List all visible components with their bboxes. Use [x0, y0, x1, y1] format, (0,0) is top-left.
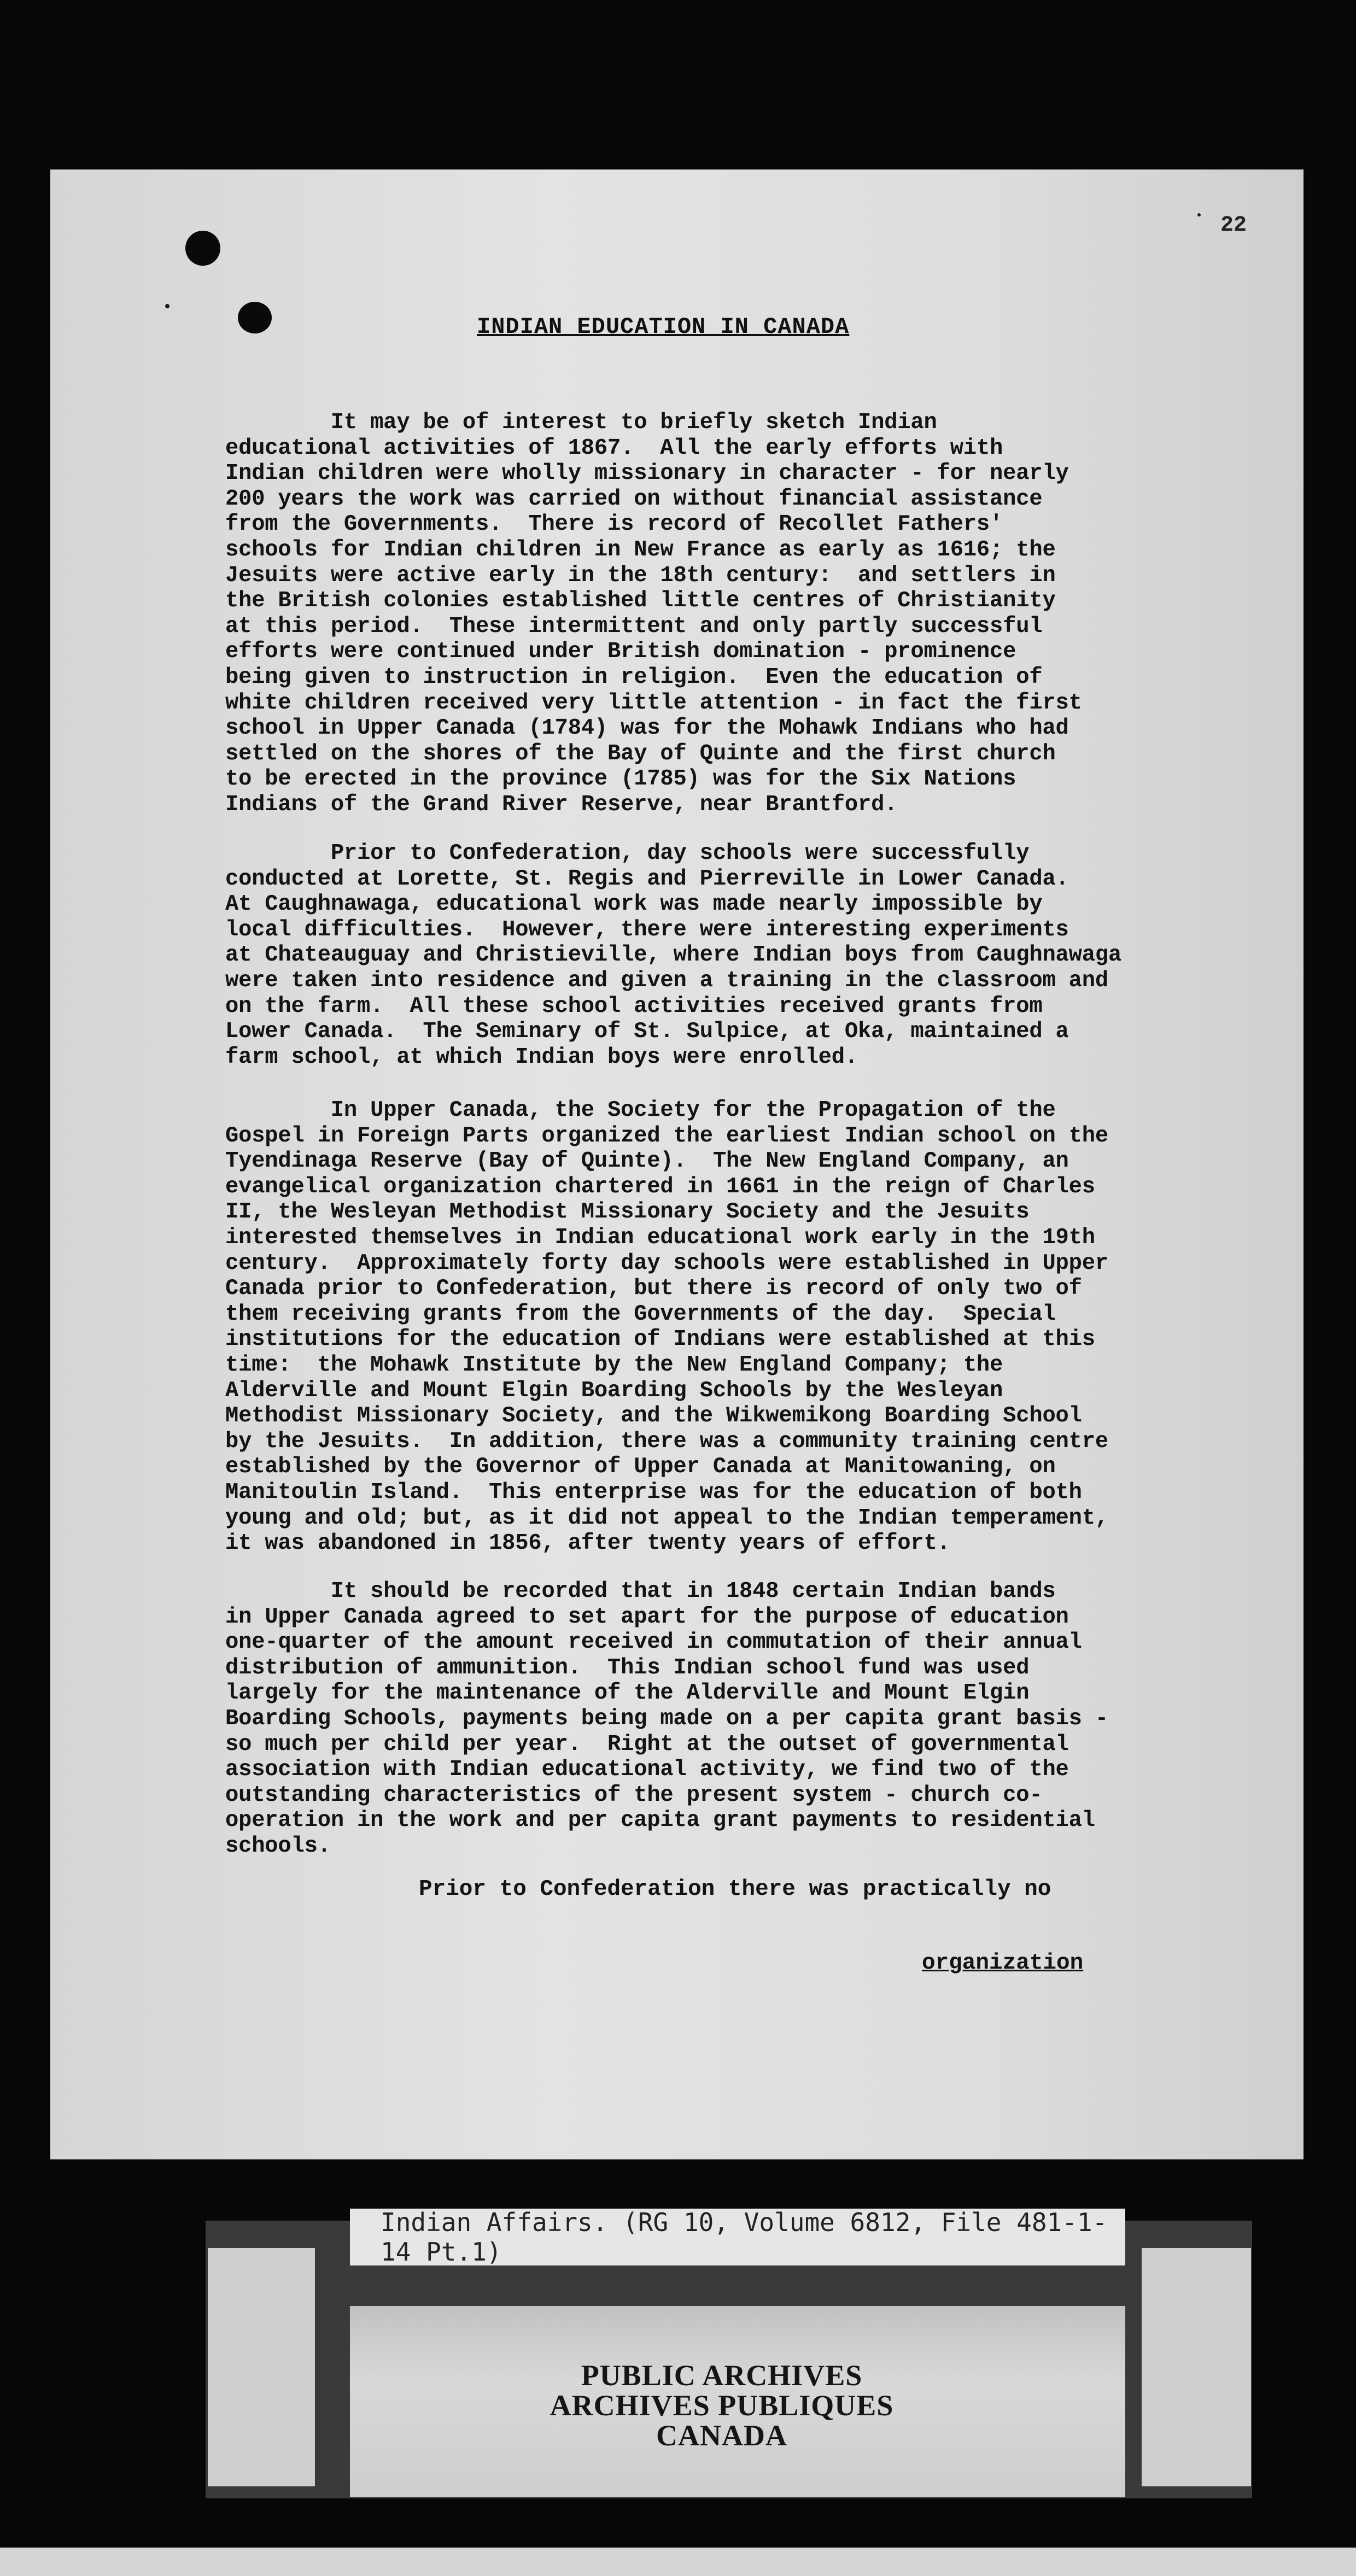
page-number: 22	[1220, 213, 1247, 238]
archive-card-left	[208, 2248, 315, 2486]
stamp-line-3: CANADA	[656, 2419, 787, 2452]
punch-hole	[238, 302, 272, 333]
closing-line: Prior to Confederation there was practically no	[419, 1877, 1051, 1902]
paragraph-2: Prior to Confederation, day schools were successfully conducted at Lorette, St. Regis and Pierreville in Lower Canada. At Caughnawaga, educational work was made nearly impossible by local difficulties. However, there were interesting experiments at Chateauguay and Christieville, where Indian boys from Caughnawaga were taken into residence and given a training in the classroom and on the farm. All these school activities received grants from Lower Canada. The Seminary of St. Sulpice, at Oka, maintained a farm school, at which Indian boys were enrolled.	[225, 841, 1122, 1070]
document-page	[50, 169, 1304, 2159]
paragraph-1: It may be of interest to briefly sketch Indian educational activities of 1867. All the early efforts with Indian children were wholly missionary in character - for nearly 200 years the work was carried on without financial assistance from the Governments. There is record of Recollet Fathers' schools for Indian children in New France as early as 1616; the Jesuits were active early in the 18th century: and settlers in the British colonies established little centres of Christianity at this period. These intermittent and only partly successful efforts were continued under British domination - prominence being given to instruction in religion. Even the education of white children received very little attention - in fact the first school in Upper Canada (1784) was for the Mohawk Indians who had settled on the shores of the Bay of Quinte and the first church to be erected in the province (1785) was for the Six Nations Indians of the Grand River Reserve, near Brantford.	[225, 410, 1082, 817]
punch-hole	[185, 231, 220, 266]
archive-card-right	[1142, 2248, 1251, 2486]
stamp-line-1: PUBLIC ARCHIVES	[581, 2359, 863, 2392]
ink-speck	[165, 304, 170, 308]
archives-stamp	[492, 2361, 951, 2451]
archive-reference-text: Indian Affairs. (RG 10, Volume 6812, File 481-1-14 Pt.1)	[381, 2208, 1108, 2267]
film-edge	[0, 2548, 1356, 2576]
catchword: organization	[922, 1951, 1084, 1976]
ink-speck	[1197, 213, 1201, 216]
stamp-line-2: ARCHIVES PUBLIQUES	[550, 2389, 894, 2422]
document-title: INDIAN EDUCATION IN CANADA	[477, 314, 850, 340]
paragraph-3: In Upper Canada, the Society for the Propagation of the Gospel in Foreign Parts organized the earliest Indian school on the Tyendinaga Reserve (Bay of Quinte). The New England Company, an evangelical organization chartered in 1661 in the reign of Charles II, the Wesleyan Methodist Missionary Society and the Jesuits interested themselves in Indian educational work early in the 19th century. Approximately forty day schools were established in Upper Canada prior to Confederation, but there is record of only two of them receiving grants from the Governments of the day. Special institutions for the education of Indians were established at this time: the Mohawk Institute by the New England Company; the Alderville and Mount Elgin Boarding Schools by the Wesleyan Methodist Missionary Society, and the Wikwemikong Boarding School by the Jesuits. In addition, there was a community training centre established by the Governor of Upper Canada at Manitowaning, on Manitoulin Island. This enterprise was for the education of both young and old; but, as it did not appeal to the Indian temperament, it was abandoned in 1856, after twenty years of effort.	[225, 1098, 1108, 1556]
archive-reference-label	[350, 2209, 1125, 2265]
paragraph-4: It should be recorded that in 1848 certain Indian bands in Upper Canada agreed to set apart for the purpose of education one-quarter of the amount received in commutation of their annual distribution of ammunition. This Indian school fund was used largely for the maintenance of the Alderville and Mount Elgin Boarding Schools, payments being made on a per capita grant basis - so much per child per year. Right at the outset of governmental association with Indian educational activity, we find two of the outstanding characteristics of the present system - church co- operation in the work and per capita grant payments to residential schools.	[225, 1579, 1108, 1859]
